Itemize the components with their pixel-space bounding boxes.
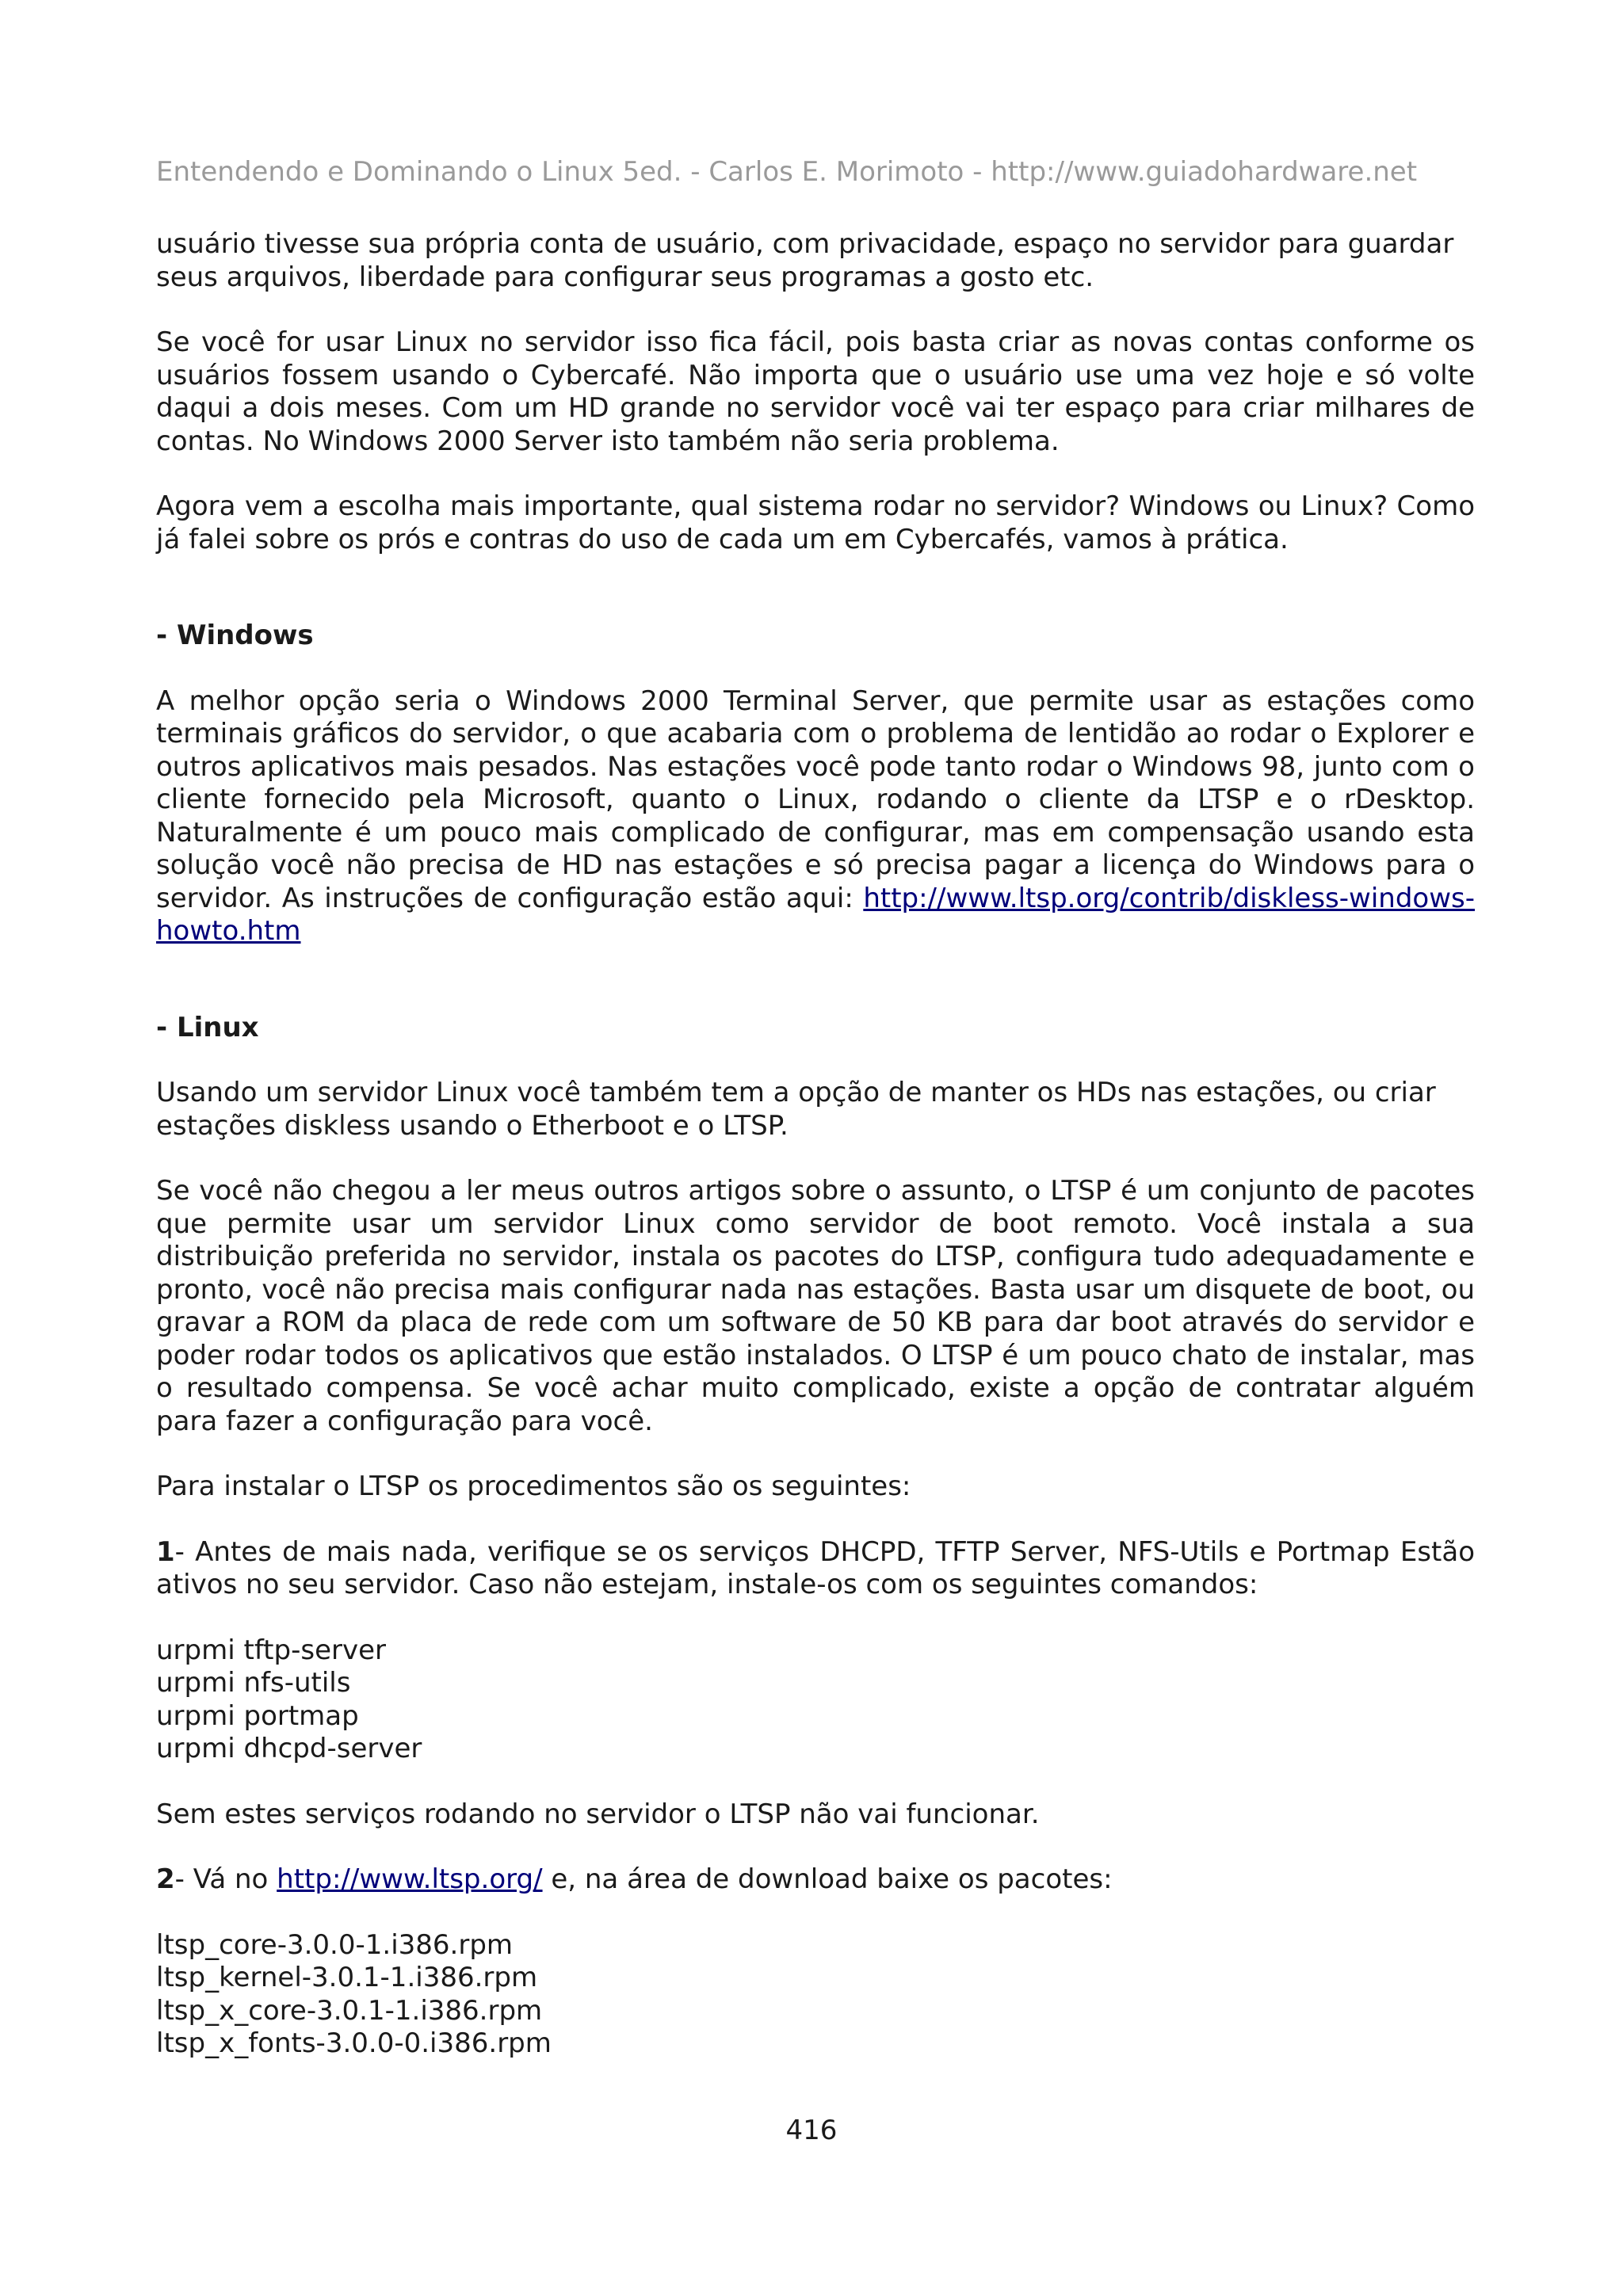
command-line: urpmi tftp-server <box>156 1634 386 1666</box>
package-list <box>156 1929 1475 2061</box>
package-file: ltsp_x_core-3.0.1-1.i386.rpm <box>156 1994 543 2027</box>
package-file: ltsp_x_fonts-3.0.0-0.i386.rpm <box>156 2027 552 2059</box>
command-line: urpmi dhcpd-server <box>156 1733 422 1764</box>
page-body <box>156 228 1475 2093</box>
paragraph: Agora vem a escolha mais importante, qual sistema rodar no servidor? Windows ou Linux? Como já falei sobre os prós e contras do uso de cada um em Cybercafés, vamos à prática. <box>156 490 1475 555</box>
section-heading-windows: - Windows <box>156 620 314 651</box>
section-heading-linux: - Linux <box>156 1011 259 1043</box>
step-2 <box>156 1863 1475 1897</box>
windows-paragraph <box>156 685 1475 948</box>
running-header: Entendendo e Dominando o Linux 5ed. - Carlos E. Morimoto - http://www.guiadohardware.net <box>156 156 1418 188</box>
step-text: e, na área de download baixe os pacotes: <box>542 1863 1113 1895</box>
paragraph: Se você não chegou a ler meus outros artigos sobre o assunto, o LTSP é um conjunto de pacotes que permite usar um servidor Linux como servidor de boot remoto. Você instala a sua distribuição preferida no servidor, instala os pacotes do LTSP, configura tudo adequadamente e pronto, você não precisa mais configurar nada nas estações. Basta usar um disquete de boot, ou gravar a ROM da placa de rede com um software de 50 KB para dar boot através do servidor e poder rodar todos os aplicativos que estão instalados. O LTSP é um pouco chato de instalar, mas o resultado compensa. Se você achar muito complicado, existe a opção de contratar alguém para fazer a configuração para você. <box>156 1175 1475 1437</box>
step-text: - Antes de mais nada, verifique se os serviços DHCPD, TFTP Server, NFS-Utils e Portmap Estão ativos no seu servidor. Caso não estejam, instale-os com os seguintes comandos: <box>156 1535 1475 1600</box>
paragraph: usuário tivesse sua própria conta de usuário, com privacidade, espaço no servidor para guardar seus arquivos, liberdade para configurar seus programas a gosto etc. <box>156 228 1454 293</box>
step-text: - Vá no <box>174 1863 277 1895</box>
page-number: 416 <box>785 2115 838 2146</box>
paragraph: Usando um servidor Linux você também tem a opção de manter os HDs nas estações, ou criar estações diskless usando o Etherboot e o LTSP. <box>156 1077 1436 1142</box>
paragraph: Se você for usar Linux no servidor isso fica fácil, pois basta criar as novas contas conforme os usuários fossem usando o Cybercafé. Não importa que o usuário use uma vez hoje e só volte daqui a dois meses. Com um HD grande no servidor você vai ter espaço para criar milhares de contas. No Windows 2000 Server isto também não seria problema. <box>156 326 1475 457</box>
package-file: ltsp_kernel-3.0.1-1.i386.rpm <box>156 1962 538 1993</box>
step-1 <box>156 1536 1475 1602</box>
package-file: ltsp_core-3.0.0-1.i386.rpm <box>156 1928 514 1961</box>
ltsp-site-link[interactable]: http://www.ltsp.org/ <box>277 1863 543 1895</box>
windows-text: A melhor opção seria o Windows 2000 Terminal Server, que permite usar as estações como terminais gráficos do servidor, o que acabaria com o problema de lentidão ao rodar o Explorer e outros aplicativos mais pesados. Nas estações você pode tanto rodar o Windows 98, junto com o cliente fornecido pela Microsoft, quanto o Linux, rodando o cliente da LTSP e o rDesktop. Naturalmente é um pouco mais complicado de configurar, mas em compensação usando esta solução você não precisa de HD nas estações e só precisa pagar a licença do Windows para o servidor. As instruções de configuração estão aqui: <box>156 685 1475 914</box>
step-number: 1 <box>156 1535 175 1568</box>
step-number: 2 <box>156 1863 175 1895</box>
command-line: urpmi portmap <box>156 1699 359 1732</box>
diskless-windows-howto-link[interactable]: http://www.ltsp.org/contrib/diskless-windows-howto.htm <box>156 882 1475 947</box>
paragraph: Sem estes serviços rodando no servidor o LTSP não vai funcionar. <box>156 1798 1040 1830</box>
command-line: urpmi nfs-utils <box>156 1667 351 1699</box>
paragraph: Para instalar o LTSP os procedimentos são os seguintes: <box>156 1470 911 1502</box>
command-list <box>156 1634 1475 1766</box>
